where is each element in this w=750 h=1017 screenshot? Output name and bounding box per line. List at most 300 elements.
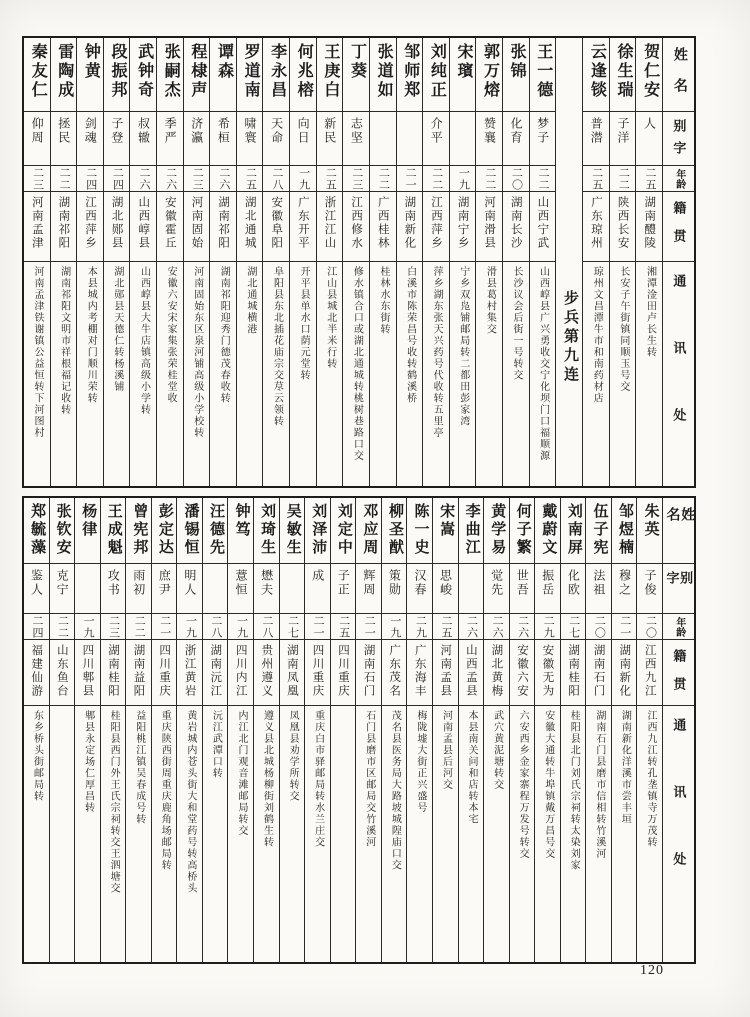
person-contact-text: 益阳桃江镇吴春成号转	[133, 710, 145, 825]
person-courtesy-name	[237, 112, 263, 166]
person-name-text: 王一德	[534, 43, 552, 100]
person-age-text: 二二	[58, 166, 71, 191]
person-contact	[51, 262, 77, 486]
person-age-text: 二五	[337, 614, 350, 639]
header-contact	[663, 262, 694, 486]
person-age-text: 一九	[82, 614, 95, 639]
person-native-place	[610, 192, 636, 262]
person-courtesy-name	[177, 564, 202, 614]
person-contact	[535, 706, 560, 962]
person-name-text: 宋璸	[454, 43, 472, 81]
person-column	[125, 498, 151, 962]
person-native-place-text: 湖南宁乡	[456, 196, 469, 250]
person-name	[24, 38, 50, 112]
person-column	[289, 38, 316, 486]
person-courtesy-name-text: 季严	[163, 117, 178, 145]
person-courtesy-name-text: 新民	[322, 117, 337, 145]
person-contact-text: 武穴黄泥塘转交	[491, 710, 503, 791]
person-age	[331, 614, 356, 640]
person-courtesy-name	[24, 564, 49, 614]
person-courtesy-name-text: 赞襄	[482, 117, 497, 145]
person-age-text: 一九	[297, 166, 310, 191]
person-contact-text: 湖南祁阳迎秀门德茂春收转	[218, 266, 230, 404]
person-contact	[356, 706, 381, 962]
person-native-place	[484, 640, 509, 706]
person-age-text: 二九	[542, 614, 555, 639]
header-age-label: 年龄	[673, 168, 685, 189]
person-age-text: 二一	[618, 614, 631, 639]
person-contact-text: 凤凰县劝学所转交	[287, 710, 299, 802]
person-contact	[305, 706, 330, 962]
person-name	[561, 498, 586, 564]
person-name-text: 刘纯正	[428, 43, 446, 100]
person-name	[50, 498, 75, 564]
header-name	[663, 38, 694, 112]
person-courtesy-name	[152, 564, 177, 614]
person-courtesy-name-text: 天命	[269, 117, 284, 145]
person-native-place-text: 安徽霍丘	[163, 196, 176, 250]
person-age	[370, 166, 396, 192]
person-age-text: 二八	[261, 614, 274, 639]
person-native-place-text: 湖南长沙	[509, 196, 522, 250]
person-native-place	[51, 192, 77, 262]
person-native-place	[356, 640, 381, 706]
header-column	[662, 498, 694, 962]
person-column	[458, 498, 484, 962]
person-age	[210, 166, 236, 192]
person-age	[280, 614, 305, 640]
person-age-text: 二二	[56, 614, 69, 639]
person-age-text: 二〇	[593, 614, 606, 639]
person-contact-text: 长安子午街镇同顺玉号交	[617, 266, 629, 393]
person-contact	[280, 706, 305, 962]
person-name	[331, 498, 356, 564]
person-age-text: 二五	[643, 166, 656, 191]
person-native-place-text: 江西萍乡	[84, 196, 97, 250]
roster-table-top	[22, 36, 696, 488]
person-courtesy-name	[636, 112, 662, 166]
person-contact	[459, 706, 484, 962]
person-column	[209, 38, 236, 486]
person-name-text: 李永昌	[268, 43, 286, 100]
person-name	[583, 38, 609, 112]
person-age-text: 二二	[133, 614, 146, 639]
person-native-place-text: 湖北黄梅	[490, 644, 503, 698]
person-contact	[450, 262, 476, 486]
person-age-text: 二六	[516, 614, 529, 639]
person-native-place-text: 湖南祁阳	[217, 196, 230, 250]
person-courtesy-name-text: 梦子	[535, 117, 550, 145]
person-contact-text: 河南孟县后河交	[440, 710, 452, 791]
person-name	[636, 38, 662, 112]
person-age-text: 二八	[271, 166, 284, 191]
person-name-text: 张道如	[375, 43, 393, 100]
person-courtesy-name-text: 思峻	[438, 569, 453, 597]
person-name-text: 张嗣杰	[162, 43, 180, 100]
person-age	[184, 166, 210, 192]
person-native-place-text: 四川郫县	[81, 644, 94, 698]
header-native-place	[663, 640, 694, 706]
person-name-text: 刘琦生	[259, 503, 276, 557]
person-column	[24, 38, 50, 486]
person-contact-text: 郫县永定场仁厚昌转	[82, 710, 94, 814]
person-native-place	[459, 640, 484, 706]
person-age-text: 一九	[184, 614, 197, 639]
person-age-text: 二七	[286, 614, 299, 639]
person-column	[475, 38, 502, 486]
person-column	[560, 498, 586, 962]
person-name-text: 秦友仁	[29, 43, 47, 100]
person-column	[449, 38, 476, 486]
person-column	[611, 498, 637, 962]
person-age	[152, 614, 177, 640]
person-native-place	[583, 192, 609, 262]
person-contact	[254, 706, 279, 962]
person-age	[317, 166, 343, 192]
person-age	[24, 614, 49, 640]
person-contact-text: 滑县葛村集交	[484, 266, 496, 335]
person-name	[184, 38, 210, 112]
person-name	[450, 38, 476, 112]
person-name-text: 郑毓藻	[29, 503, 46, 557]
person-age	[228, 614, 253, 640]
person-contact	[77, 262, 103, 486]
person-name-text: 朱英	[642, 503, 659, 539]
person-native-place-text: 江西修水	[350, 196, 363, 250]
person-contact-text: 山西崞县广兴勇收交宁化坝门口福顺源	[537, 266, 549, 462]
person-column	[585, 498, 611, 962]
person-age	[305, 614, 330, 640]
person-contact	[612, 706, 637, 962]
person-name-text: 刘泽沛	[310, 503, 327, 557]
person-contact	[610, 262, 636, 486]
person-courtesy-name	[290, 112, 316, 166]
person-courtesy-name-text: 拯民	[56, 117, 71, 145]
person-courtesy-name-text: 子登	[109, 117, 124, 145]
person-contact-text: 梅陇墟大街正兴盛号	[414, 710, 426, 814]
person-native-place	[290, 192, 316, 262]
person-contact	[50, 706, 75, 962]
person-column	[609, 38, 636, 486]
person-contact	[423, 262, 449, 486]
person-name-text: 邓应周	[361, 503, 378, 557]
person-contact	[317, 262, 343, 486]
person-native-place	[407, 640, 432, 706]
header-name	[663, 498, 694, 564]
person-contact-text: 湘潭淦田卢长生转	[644, 266, 656, 358]
person-column	[406, 498, 432, 962]
person-name	[210, 38, 236, 112]
person-courtesy-name	[210, 112, 236, 166]
person-column	[202, 498, 228, 962]
person-name-text: 何兆榕	[295, 43, 313, 100]
person-age	[343, 166, 369, 192]
person-name-text: 郭万熔	[481, 43, 499, 100]
person-courtesy-name	[610, 112, 636, 166]
person-native-place-text: 江西九江	[643, 644, 656, 698]
person-courtesy-name	[459, 564, 484, 614]
header-native-place-label: 籍贯	[671, 201, 687, 257]
person-age	[263, 166, 289, 192]
person-name-text: 宋嵩	[438, 503, 455, 539]
person-courtesy-name-text: 懋夫	[259, 569, 274, 597]
person-native-place	[280, 640, 305, 706]
person-courtesy-name-text: 啸寰	[242, 117, 257, 145]
person-native-place	[237, 192, 263, 262]
person-courtesy-name	[535, 564, 560, 614]
person-age-text: 二六	[465, 614, 478, 639]
person-name	[75, 498, 100, 564]
person-name	[263, 38, 289, 112]
person-column	[74, 498, 100, 962]
header-age-label: 年龄	[673, 616, 685, 637]
person-native-place	[75, 640, 100, 706]
person-age	[530, 166, 556, 192]
person-native-place	[126, 640, 151, 706]
person-contact	[75, 706, 100, 962]
person-name	[407, 498, 432, 564]
person-courtesy-name	[263, 112, 289, 166]
person-column	[49, 498, 75, 962]
person-name-text: 李曲江	[463, 503, 480, 557]
person-native-place-text: 湖南桂阳	[106, 644, 119, 698]
person-age-text: 一九	[388, 614, 401, 639]
person-native-place	[184, 192, 210, 262]
person-age	[586, 614, 611, 640]
person-age	[50, 614, 75, 640]
person-contact	[397, 262, 423, 486]
person-age-text: 二五	[244, 166, 257, 191]
person-courtesy-name	[305, 564, 330, 614]
person-name-text: 柳圣猷	[386, 503, 403, 557]
person-column	[635, 38, 662, 486]
person-courtesy-name-text: 策勋	[387, 569, 402, 597]
person-age-text: 二四	[111, 166, 124, 191]
person-courtesy-name	[530, 112, 556, 166]
person-name-text: 伍子宪	[591, 503, 608, 557]
person-native-place	[382, 640, 407, 706]
person-age	[77, 166, 103, 192]
person-native-place-text: 湖南醴陵	[643, 196, 656, 250]
person-contact	[203, 706, 228, 962]
person-native-place	[104, 192, 130, 262]
header-courtesy-name-label: 别字	[671, 119, 687, 163]
person-name	[484, 498, 509, 564]
person-native-place-text: 湖南新化	[403, 196, 416, 250]
person-age-text: 二六	[138, 166, 150, 191]
person-contact-text: 河南孟津铁谢镇公益恒转下河图村	[32, 266, 44, 439]
person-native-place-text: 广东开平	[296, 196, 309, 250]
person-courtesy-name	[407, 564, 432, 614]
person-age	[503, 166, 529, 192]
person-courtesy-name	[24, 112, 50, 166]
person-age-text: 二四	[84, 166, 97, 191]
header-contact-label: 通讯处	[671, 274, 687, 475]
person-column	[24, 498, 49, 962]
person-name	[612, 498, 637, 564]
person-contact	[433, 706, 458, 962]
person-age	[101, 614, 126, 640]
header-contact	[663, 706, 694, 962]
person-age	[126, 614, 151, 640]
person-name-text: 邹师郑	[401, 43, 419, 100]
person-native-place	[510, 640, 535, 706]
person-name-text: 曾宪邦	[131, 503, 148, 557]
person-contact-text: 琼州文昌潭牛市和南药材店	[591, 266, 603, 404]
person-contact	[184, 262, 210, 486]
person-name	[535, 498, 560, 564]
person-column	[156, 38, 183, 486]
person-native-place	[370, 192, 396, 262]
person-age	[610, 166, 636, 192]
person-age	[407, 614, 432, 640]
person-courtesy-name	[356, 564, 381, 614]
person-contact	[24, 706, 49, 962]
person-name	[317, 38, 343, 112]
person-courtesy-name	[317, 112, 343, 166]
person-column	[253, 498, 279, 962]
person-age	[382, 614, 407, 640]
person-contact	[263, 262, 289, 486]
person-age-text: 二三	[107, 614, 120, 639]
person-age-text: 二二	[430, 166, 443, 191]
person-native-place-text: 湖北郧县	[110, 196, 123, 250]
person-age-text: 二一	[363, 614, 376, 639]
person-native-place-text: 湖北通城	[243, 196, 256, 250]
person-age	[51, 166, 77, 192]
person-age	[510, 614, 535, 640]
person-courtesy-name-text: 成	[310, 569, 325, 583]
person-courtesy-name	[228, 564, 253, 614]
person-age	[104, 166, 130, 192]
person-contact	[343, 262, 369, 486]
person-contact-text: 茂名县医务局大路坡城隍庙口交	[389, 710, 401, 871]
person-age	[24, 166, 50, 192]
person-age	[203, 614, 228, 640]
person-contact	[586, 706, 611, 962]
person-courtesy-name-text: 普潜	[589, 117, 604, 145]
person-courtesy-name	[130, 112, 156, 166]
header-contact-label: 通讯处	[671, 718, 687, 919]
person-contact-text: 黄岩城内苍头街大和堂药号转高桥头	[184, 710, 196, 894]
person-age	[484, 614, 509, 640]
person-native-place	[210, 192, 236, 262]
person-courtesy-name-text: 克宁	[55, 569, 70, 597]
person-native-place	[130, 192, 156, 262]
person-native-place-text: 湖南沅江	[209, 644, 222, 698]
person-age-text: 二〇	[510, 166, 523, 191]
person-courtesy-name-text: 剑魂	[83, 117, 98, 145]
person-age	[476, 166, 502, 192]
person-contact	[382, 706, 407, 962]
person-courtesy-name-text: 庶尹	[157, 569, 172, 597]
person-courtesy-name-text: 子正	[336, 569, 351, 597]
person-age-text: 二四	[30, 614, 43, 639]
person-name	[177, 498, 202, 564]
person-courtesy-name-text: 子俊	[643, 569, 658, 597]
person-name-text: 张钦安	[54, 503, 71, 557]
person-courtesy-name-text: 觉先	[489, 569, 504, 597]
person-courtesy-name	[423, 112, 449, 166]
person-courtesy-name	[280, 564, 305, 614]
person-contact-text: 开平县单水口荫元堂转	[298, 266, 310, 381]
person-age-text: 二五	[439, 614, 452, 639]
person-native-place-text: 江西萍乡	[429, 196, 442, 250]
person-name-text: 钟笃	[233, 503, 250, 539]
person-name	[476, 38, 502, 112]
person-name-text: 刘定中	[335, 503, 352, 557]
person-contact	[637, 706, 662, 962]
person-age-text: 二八	[209, 614, 222, 639]
person-native-place-text: 福建仙游	[30, 644, 43, 698]
person-native-place-text: 安徽六安	[515, 644, 528, 698]
person-column	[330, 498, 356, 962]
person-native-place-text: 广东琼州	[590, 196, 602, 250]
person-contact-text: 阜阳县东北插花庙宗交荩云领转	[271, 266, 283, 427]
person-courtesy-name-text: 介平	[429, 117, 444, 145]
person-contact-text: 湖南石门县磨市信相转竹溪河	[593, 710, 605, 860]
person-courtesy-name	[586, 564, 611, 614]
person-courtesy-name	[637, 564, 662, 614]
person-courtesy-name-text: 法祖	[591, 569, 606, 597]
person-courtesy-name	[51, 112, 77, 166]
person-native-place-text: 河南固始	[190, 196, 203, 250]
person-name	[397, 38, 423, 112]
person-name	[228, 498, 253, 564]
person-age	[459, 614, 484, 640]
person-native-place	[263, 192, 289, 262]
person-column	[381, 498, 407, 962]
person-age-text: 二七	[567, 614, 580, 639]
person-contact	[530, 262, 556, 486]
person-name-text: 戴蔚文	[540, 503, 557, 557]
person-name-text: 黄学易	[489, 503, 506, 557]
person-contact-text: 白溪市陈荣昌号收转鹤溪桥	[404, 266, 416, 404]
person-courtesy-name	[612, 564, 637, 614]
person-courtesy-name	[510, 564, 535, 614]
person-courtesy-name	[476, 112, 502, 166]
person-name-text: 贺仁安	[641, 43, 659, 100]
person-column	[509, 498, 535, 962]
person-name	[130, 38, 156, 112]
person-contact-text: 湖南祁阳文明市祥根福记收转	[58, 266, 70, 416]
person-courtesy-name-text: 叔辙	[136, 117, 151, 145]
person-name-text: 汪德先	[208, 503, 225, 557]
person-name	[101, 498, 126, 564]
person-native-place	[152, 640, 177, 706]
person-courtesy-name-text: 鉴人	[29, 569, 44, 597]
person-courtesy-name-text: 化育	[509, 117, 524, 145]
person-column	[636, 498, 662, 962]
person-contact-text: 湖南新化洋溪市尝丰垣	[619, 710, 631, 825]
person-courtesy-name-text: 人	[642, 117, 657, 131]
person-native-place-text: 湖南桂阳	[567, 644, 580, 698]
person-contact	[290, 262, 316, 486]
person-contact	[126, 706, 151, 962]
person-name	[586, 498, 611, 564]
person-age-text: 二二	[617, 166, 630, 191]
person-native-place-text: 湖南益阳	[132, 644, 145, 698]
person-age-text: 一九	[235, 614, 248, 639]
person-contact-text: 本县城内考棚对门顺川荣转	[85, 266, 97, 404]
person-native-place	[254, 640, 279, 706]
person-age-text: 二一	[312, 614, 325, 639]
person-name	[104, 38, 130, 112]
person-name	[203, 498, 228, 564]
person-contact-text: 桂林水东街转	[377, 266, 389, 335]
person-name-text: 谭森	[215, 43, 233, 81]
person-column	[50, 38, 77, 486]
